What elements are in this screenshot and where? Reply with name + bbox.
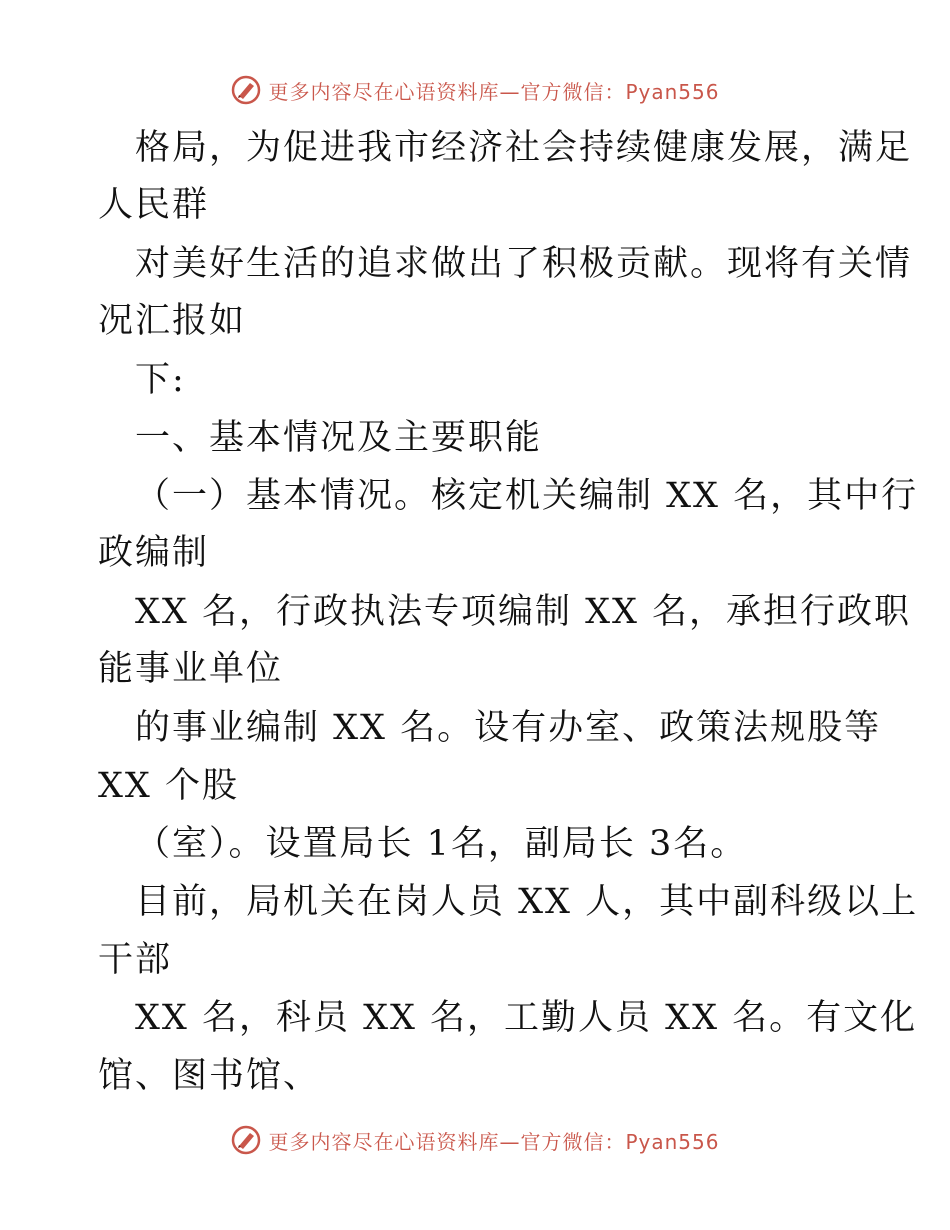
watermark-banner-top (0, 70, 950, 110)
text-line: 能事业单位 (98, 649, 284, 689)
watermark-banner-bottom (0, 1120, 950, 1160)
text-line: 对美好生活的追求做出了积极贡献。现将有关情 (135, 244, 913, 284)
watermark-text: 更多内容尽在心语资料库—官方微信：Pyan556 (268, 79, 720, 104)
text-line: 政编制 (98, 533, 210, 573)
watermark-text: 更多内容尽在心语资料库—官方微信：Pyan556 (268, 1129, 720, 1154)
text-line: （一）基本情况。核定机关编制 XX 名，其中行 (135, 476, 919, 516)
text-line: 馆、图书馆、 (98, 1056, 321, 1096)
text-line: XX 名，科员 XX 名，工勤人员 XX 名。有文化 (135, 998, 918, 1038)
text-line: 干部 (98, 940, 173, 980)
text-line: 下: (135, 360, 186, 400)
text-line: 的事业编制 XX 名。设有办室、政策法规股等 (135, 708, 882, 748)
section-heading: 一、基本情况及主要职能 (135, 418, 543, 458)
text-line: （室）。设置局长 1名，副局长 3名。 (135, 824, 748, 864)
text-line: 人民群 (98, 185, 210, 225)
brush-pen-logo-icon (230, 74, 262, 106)
text-line: XX 名，行政执法专项编制 XX 名，承担行政职 (135, 592, 912, 632)
text-line: XX 个股 (98, 766, 239, 806)
text-line: 况汇报如 (98, 301, 247, 341)
brush-pen-logo-icon (230, 1124, 262, 1156)
text-line: 目前，局机关在岗人员 XX 人，其中副科级以上 (135, 882, 919, 922)
text-line: 格局，为促进我市经济社会持续健康发展，满足 (135, 128, 913, 168)
